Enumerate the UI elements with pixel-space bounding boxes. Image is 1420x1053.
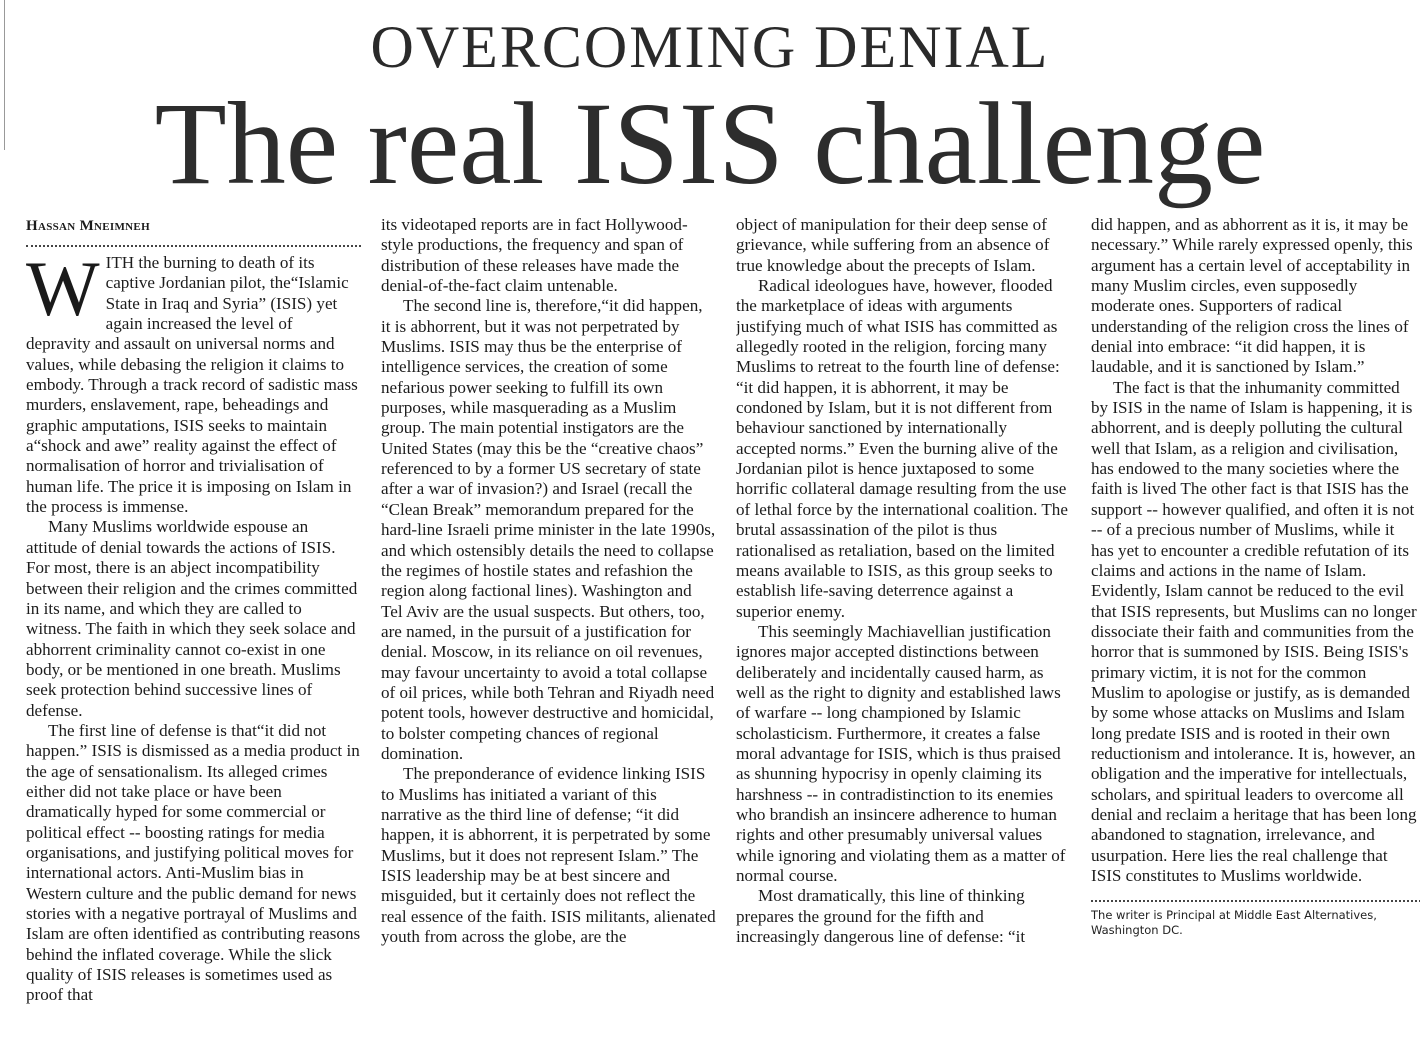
article-paragraph: object of manipulation for their deep sense of grievance, while suffering from an absence of true knowledge about the precepts of Islam.: [736, 215, 1050, 275]
byline: Hassan Mneimneh: [26, 218, 150, 234]
article-column-3: [736, 215, 1071, 1053]
kicker-title: OVERCOMING DENIAL: [370, 14, 1050, 80]
article-paragraph: The preponderance of evidence linking ISIS to Muslims has initiated a variant of this narrative as the third line of defense; “it did happen, it is abhorrent, it is perpetrated by some Muslims, but it does not represent Islam.” The ISIS leadership may be at best sincere and misguided, but it certainly does not reflect the real essence of the faith. ISIS militants, alienated youth from across the globe, are the: [381, 764, 716, 947]
lead-paragraph: [26, 245, 361, 517]
drop-cap: W: [26, 245, 100, 332]
headline: The real ISIS challenge: [154, 78, 1266, 209]
endnote-dotted-rule: [1091, 900, 1420, 902]
article-paragraph: Many Muslims worldwide espouse an attitude of denial towards the actions of ISIS. For most, there is an abject incompatibility between their religion and the crimes committed in its name, and which they are called to witness. The faith in which they seek solace and abhorrent criminality cannot co-exist in one body, or be mentioned in one breath. Muslims seek protection behind successive lines of defense.: [26, 517, 358, 720]
lead-paragraph-text: ITH the burning to death of its captive Jordanian pilot, the“Islamic State in Iraq and Syria” (ISIS) yet again increased the level of depravity and assault on universal norms and values, while debasing the religion it claims to embody. Through a track record of sadistic mass murders, enslavement, rape, beheadings and graphic amputations, ISIS seeks to maintain a“shock and awe” reality against the effect of normalisation of horror and trivialisation of human life. The price it is imposing on Islam in the process is immense.: [26, 253, 358, 517]
article-column-1: [26, 215, 361, 1053]
article-column-2: [381, 215, 716, 1053]
article-paragraph: Most dramatically, this line of thinking prepares the ground for the fifth and increasingly dangerous line of defense: “it: [736, 886, 1026, 947]
article-paragraph: did happen, and as abhorrent as it is, it may be necessary.” While rarely expressed openly, this argument has a certain level of acceptability in many Muslim circles, even supposedly moderate ones. Supporters of radical understanding of the religion cross the lines of denial into embrace: “it did happen, it is laudable, and it is sanctioned by Islam.”: [1091, 215, 1413, 377]
article-paragraph: The second line is, therefore,“it did happen, it is abhorrent, but it was not perpetrated by Muslims. ISIS may thus be the enterprise of intelligence services, the creation of some nefarious power seeking to fulfill its own purposes, while masquerading as a Muslim group. The main potential instigators are the United States (may this be the “creative chaos” referenced to by a former US secretary of state after a war of invasion?) and Israel (recall the “Clean Break” memorandum prepared for the hard-line Israeli prime minister in the late 1990s, and which ostensibly details the need to collapse the regimes of hostile states and refashion the region along factional lines). Washington and Tel Aviv are the usual suspects. But others, too, are named, in the pursuit of a justification for denial. Moscow, in its reliance on oil revenues, may favour uncertainty to avoid a total collapse of oil prices, while both Tehran and Riyadh need potent tools, however destructive and homicidal, to bolster competing chances of regional domination.: [381, 296, 716, 763]
article-paragraph: its videotaped reports are in fact Hollywood-style productions, the frequency and span of distribution of these releases have made the denial-of-the-fact claim untenable.: [381, 215, 688, 296]
article-column-4: [1091, 215, 1420, 1053]
article-paragraph: This seemingly Machiavellian justification ignores major accepted distinctions between deliberately and incidentally caused harm, as well as the right to dignity and established laws of warfare -- long championed by Islamic scholasticism. Furthermore, it creates a false moral advantage for ISIS, which is thus praised as shunning hypocrisy in openly claiming its harshness -- in contradistinction to its enemies who brandish an insincere adherence to human rights and other presumably universal values while ignoring and violating them as a matter of normal course.: [736, 621, 1066, 885]
article-paragraph: The first line of defense is that“it did not happen.” ISIS is dismissed as a media product in the age of sensationalism. Its alleged crimes either did not take place or have been dramatically hyped for some commercial or political effect -- boosting ratings for media organisations, and justifying political moves for international actors. Anti-Muslim bias in Western culture and the public demand for news stories with a negative portrayal of Muslims and Islam are often identified as contributing reasons behind the inflated coverage. While the slick quality of ISIS releases is sometimes used as proof that: [26, 720, 361, 1005]
author-note: The writer is Principal at Middle East Alternatives, Washington DC.: [1091, 908, 1377, 938]
article-paragraph: The fact is that the inhumanity committed by ISIS in the name of Islam is happening, it is abhorrent, and is deeply polluting the cultural well that Islam, as a religion and civilisation, has endowed to the many societies where the faith is lived The other fact is that ISIS has the support -- however qualified, and often it is not -- of a precious number of Muslims, while it has yet to encounter a credible refutation of its claims and actions in the name of Islam. Evidently, Islam cannot be reduced to the evil that ISIS represents, but Muslims can no longer dissociate their faith and communities from the horror that is summoned by ISIS. Being ISIS's primary victim, it is not for the common Muslim to apologise or justify, as is demanded by some whose attacks on Muslims and Islam long predate ISIS and is rooted in their own reductionism and intolerance. It is, however, an obligation and the imperative for intellectuals, scholars, and spiritual leaders to overcome all denial and reclaim a heritage that has been long abandoned to stagnation, irrelevance, and usurpation. Here lies the real challenge that ISIS constitutes to Muslims worldwide.: [1091, 377, 1417, 885]
article-paragraph: Radical ideologues have, however, flooded the marketplace of ideas with arguments justifying much of what ISIS has committed as allegedly rooted in the religion, forcing many Muslims to retreat to the fourth line of defense: “it did happen, it is abhorrent, it may be condoned by Islam, but it is not different from behaviour sanctioned by internationally accepted norms.” Even the burning alive of the Jordanian pilot is hence juxtaposed to some horrific collateral damage resulting from the use of lethal force by the international coalition. The brutal assassination of the pilot is thus rationalised as retaliation, based on the limited means available to ISIS, as this group seeks to establish life-saving deterrence against a superior enemy.: [736, 276, 1068, 621]
